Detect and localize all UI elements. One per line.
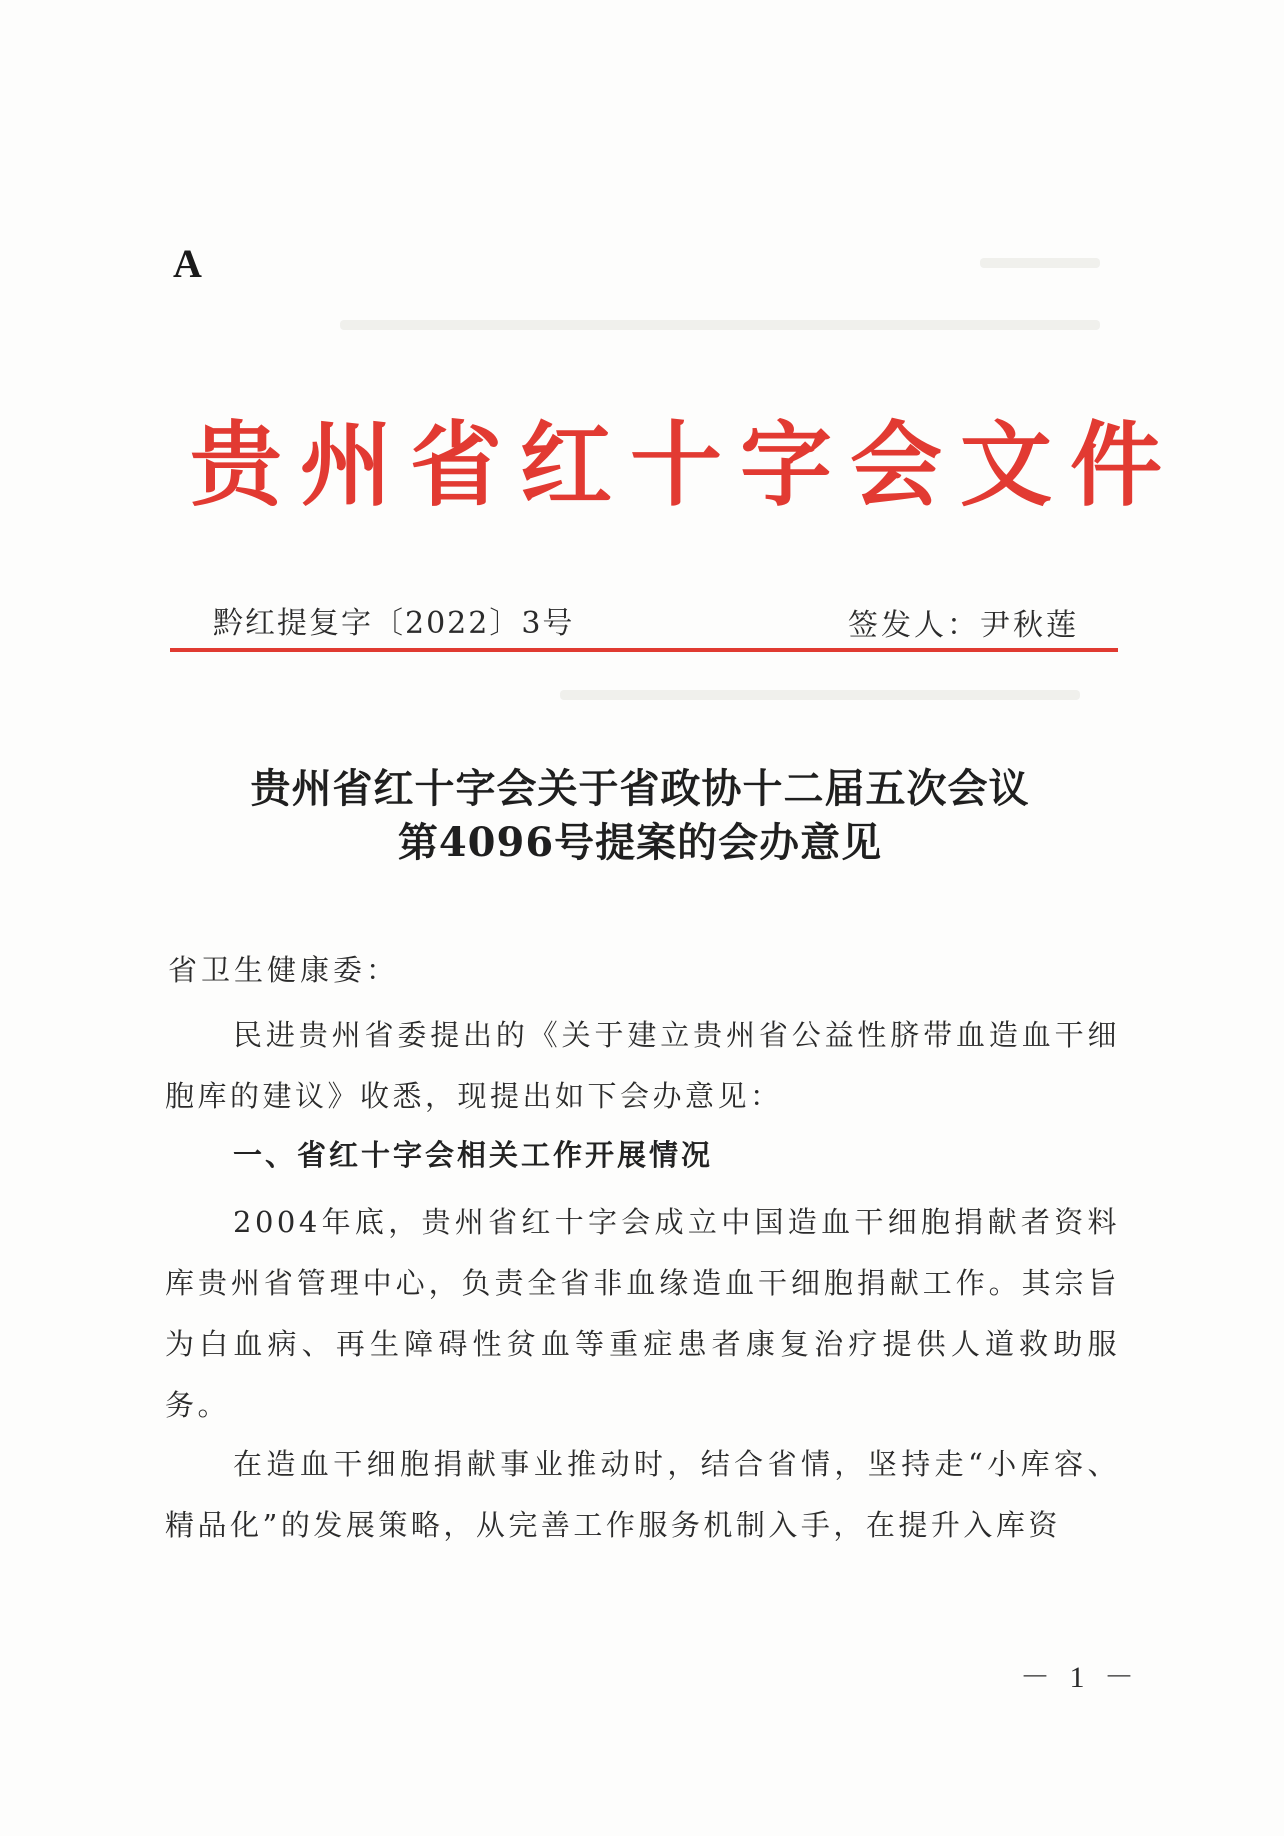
section-heading: 一、省红十字会相关工作开展情况 (233, 1138, 714, 1172)
paragraph-text: 民进贵州省委提出的《关于建立贵州省公益性脐带血造血干细胞库的建议》收悉，现提出如下会办意见： (165, 1018, 1120, 1113)
body-paragraph-2 (165, 1192, 1120, 1436)
title-line-1: 贵州省红十字会关于省政协十二届五次会议 (250, 765, 1030, 812)
issuer-label: 签发人： (848, 608, 980, 643)
bleed-through-mark (980, 258, 1100, 268)
red-separator-rule (170, 648, 1118, 652)
body-paragraph-3 (165, 1434, 1120, 1556)
recipient: 省卫生健康委： (168, 953, 400, 987)
title-line-2: 第4096号提案的会办意见 (397, 819, 883, 866)
document-title (150, 762, 1130, 870)
grade-mark: A (173, 241, 202, 286)
page-number: － 1 － (1020, 1661, 1140, 1694)
bleed-through-mark (340, 320, 1100, 330)
masthead-title: 贵州省红十字会文件 (190, 412, 1181, 519)
paragraph-text: 在造血干细胞捐献事业推动时，结合省情，坚持走“小库容、精品化”的发展策略，从完善工作服务机制入手，在提升入库资 (165, 1447, 1120, 1542)
bleed-through-mark (560, 690, 1080, 700)
document-number: 黔红提复字〔2022〕3号 (213, 606, 575, 641)
paragraph-text: 2004年底，贵州省红十字会成立中国造血干细胞捐献者资料库贵州省管理中心，负责全省非血缘造血干细胞捐献工作。其宗旨为白血病、再生障碍性贫血等重症患者康复治疗提供人道救助服务。 (165, 1205, 1120, 1422)
body-paragraph-1 (165, 1005, 1120, 1127)
issuer-line (848, 600, 1079, 644)
issuer-name: 尹秋莲 (980, 608, 1079, 643)
